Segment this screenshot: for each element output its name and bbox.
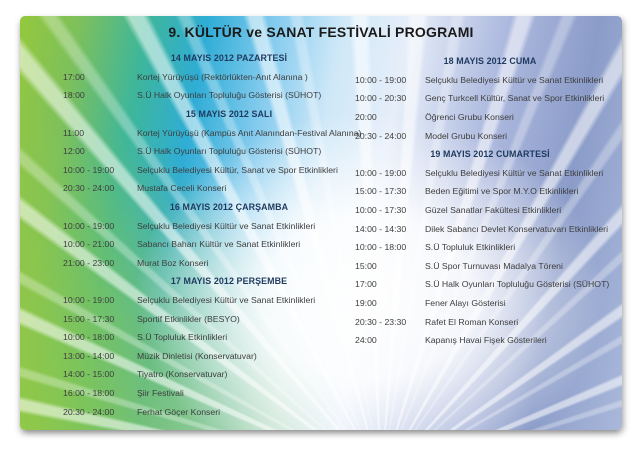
event-time: 19:00 [355,298,377,309]
event-time: 20:30 - 24:00 [63,183,115,194]
schedule-row [63,347,395,366]
schedule-row [63,161,395,180]
event-time: 20:30 - 24:00 [355,130,407,141]
schedule-row [355,312,622,331]
event-description: Sabancı Baharı Kültür ve Sanat Etkinlikleri [137,239,301,250]
event-description: Şiir Festivali [137,387,184,398]
event-time: 11:00 [63,127,85,138]
day-header: 16 MAYIS 2012 ÇARŞAMBA [169,202,289,213]
schedule-row [355,219,622,238]
event-description: Murat Boz Konseri [137,257,209,268]
event-time: 10:00 - 21:00 [63,239,115,250]
event-time: 20:30 - 24:00 [63,406,115,417]
event-description: Öğrenci Grubu Konseri [425,112,514,123]
event-time: 10:00 - 20:30 [355,93,407,104]
schedule-row [63,216,395,235]
schedule-row [63,402,395,421]
event-time: 10:00 - 19:00 [63,295,115,306]
event-description: Genç Turkcell Kültür, Sanat ve Spor Etkinlikleri [425,93,605,104]
event-time: 18:00 [63,90,85,101]
event-description: S.Ü Topluluk Etkinlikleri [137,332,228,343]
schedule-row [63,328,395,347]
event-time: 10:00 - 18:00 [63,332,115,343]
schedule-row [355,238,622,257]
event-description: Selçuklu Belediyesi Kültür ve Sanat Etkinlikleri [137,220,316,231]
event-time: 10:00 - 19:00 [63,164,115,175]
schedule-row [63,179,395,198]
day-header: 19 MAYIS 2012 CUMARTESİ [430,149,550,160]
event-description: Kortej Yürüyüşü (Kampüs Anıt Alanından-Festival Alanına) [137,127,362,138]
schedule-row [355,331,622,350]
event-description: Tiyatro (Konservatuvar) [137,369,228,380]
day-header: 15 MAYIS 2012 SALI [185,109,273,120]
poster-title: 9. KÜLTÜR ve SANAT FESTİVALİ PROGRAMI [168,24,474,40]
schedule-row [355,71,622,90]
day-header: 17 MAYIS 2012 PERŞEMBE [170,276,288,287]
event-description: S.Ü Halk Oyunları Topluluğu Gösterisi (SÜHOT) [137,146,322,157]
schedule-row [63,384,395,403]
event-time: 10:00 - 17:30 [355,205,407,216]
event-description: Müzik Dinletisi (Konservatuvar) [137,350,257,361]
event-time: 10:00 - 19:00 [355,74,407,85]
schedule-row [355,257,622,276]
event-time: 10:00 - 19:00 [355,167,407,178]
schedule-row [63,291,395,310]
schedule-row [63,142,395,161]
event-description: Dilek Sabancı Devlet Konservatuvarı Etkinlikleri [425,223,608,234]
schedule-row [355,126,622,145]
schedule-row [63,254,395,273]
event-time: 12:00 [63,146,85,157]
event-description: Kortej Yürüyüşü (Rektörlükten-Anıt Alanına ) [137,71,308,82]
event-description: Selçuklu Belediyesi Kültür ve Sanat Etkinlikleri [425,74,604,85]
event-time: 10:00 - 18:00 [355,242,407,253]
event-description: Güzel Sanatlar Fakültesi Etkinlikleri [425,205,562,216]
event-time: 20:30 - 23:30 [355,316,407,327]
schedule-column-right [355,52,622,350]
event-description: S.Ü Halk Oyunları Topluluğu Gösterisi (SÜHOT) [137,90,322,101]
schedule-row [63,235,395,254]
event-description: Rafet El Roman Konseri [425,316,519,327]
schedule-row [63,68,395,87]
event-time: 24:00 [355,335,377,346]
schedule-row [355,201,622,220]
event-description: Kapanış Havai Fişek Gösterileri [425,335,547,346]
schedule-row [355,108,622,127]
event-time: 15:00 - 17:30 [63,313,115,324]
schedule-row [355,182,622,201]
event-time: 15:00 - 17:30 [355,186,407,197]
schedule-row [63,309,395,328]
event-description: Fener Alayı Gösterisi [425,298,506,309]
event-description: Beden Eğitimi ve Spor M.Y.O Etkinlikleri [425,186,579,197]
event-time: 21:00 - 23:00 [63,257,115,268]
event-time: 14:00 - 14:30 [355,223,407,234]
event-time: 16:00 - 18:00 [63,387,115,398]
event-description: Mustafa Ceceli Konseri [137,183,227,194]
schedule-row [63,86,395,105]
event-description: S.Ü Topluluk Etkinlikleri [425,242,516,253]
event-time: 20:00 [355,112,377,123]
event-time: 13:00 - 14:00 [63,350,115,361]
schedule-row [63,365,395,384]
event-description: Selçuklu Belediyesi Kültür ve Sanat Etkinlikleri [425,167,604,178]
event-description: Ferhat Göçer Konseri [137,406,221,417]
event-time: 14:00 - 15:00 [63,369,115,380]
event-time: 15:00 [355,260,377,271]
schedule-row [355,89,622,108]
event-description: S.Ü Spor Turnuvası Madalya Töreni [425,260,563,271]
event-time: 17:00 [63,71,85,82]
schedule-column-left [63,49,395,421]
event-description: Sportif Etkinlikler (BESYO) [137,313,240,324]
schedule-row [355,275,622,294]
schedule-row [355,294,622,313]
schedule-row [355,164,622,183]
schedule-row [63,123,395,142]
event-time: 17:00 [355,279,377,290]
day-header: 14 MAYIS 2012 PAZARTESİ [170,53,288,64]
day-header: 18 MAYIS 2012 CUMA [443,56,537,67]
event-description: Selçuklu Belediyesi Kültür ve Sanat Etkinlikleri [137,295,316,306]
event-time: 10:00 - 19:00 [63,220,115,231]
event-description: Model Grubu Konseri [425,130,508,141]
festival-program-poster [20,16,622,430]
event-description: Selçuklu Belediyesi Kültür, Sanat ve Spor Etkinlikleri [137,164,338,175]
event-description: S.Ü Halk Oyunları Topluluğu Gösterisi (SÜHOT) [425,279,610,290]
